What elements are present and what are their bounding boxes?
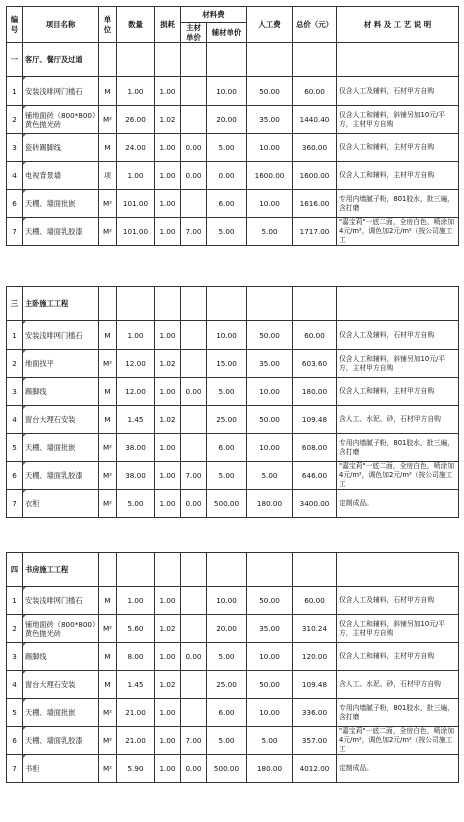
- labor-cell: 180.00: [247, 490, 293, 518]
- table-row: [7, 134, 459, 162]
- main-price-cell: 7.00: [181, 218, 207, 246]
- quantity-cell: 24.00: [117, 134, 155, 162]
- aux-price-cell: 5.00: [207, 134, 247, 162]
- aux-price-cell: 5.00: [207, 378, 247, 406]
- labor-cell: 35.00: [247, 615, 293, 643]
- labor-cell: 10.00: [247, 699, 293, 727]
- table-row: [7, 755, 459, 783]
- section-number: 一: [7, 43, 23, 77]
- table-row: [7, 406, 459, 434]
- col-header-name: 项目名称: [23, 7, 99, 43]
- col-header-desc: 材 料 及 工 艺 说 明: [337, 7, 459, 43]
- item-name: 窗台大理石安装: [23, 671, 99, 699]
- item-name: 天棚、墙面批嵌: [23, 434, 99, 462]
- main-price-cell: 0.00: [181, 134, 207, 162]
- labor-cell: 10.00: [247, 643, 293, 671]
- unit-cell: M²: [99, 755, 117, 783]
- total-cell: 109.48: [293, 671, 337, 699]
- row-number: 7: [7, 755, 23, 783]
- aux-price-cell: 15.00: [207, 350, 247, 378]
- unit-cell: M: [99, 378, 117, 406]
- item-name: 铺地面砖（800*800）黄色抛光砖: [23, 106, 99, 134]
- unit-cell: M²: [99, 106, 117, 134]
- aux-price-cell: 25.00: [207, 671, 247, 699]
- item-name: 铺地面砖（800*800）黄色抛光砖: [23, 615, 99, 643]
- empty-cell: [99, 287, 117, 321]
- table-row: [7, 462, 459, 490]
- total-cell: 60.00: [293, 321, 337, 350]
- empty-cell: [293, 553, 337, 587]
- loss-cell: 1.02: [155, 671, 181, 699]
- unit-cell: M²: [99, 462, 117, 490]
- labor-cell: 50.00: [247, 321, 293, 350]
- unit-cell: M: [99, 321, 117, 350]
- quantity-cell: 101.00: [117, 218, 155, 246]
- main-price-cell: 0.00: [181, 490, 207, 518]
- col-header-qty: 数量: [117, 7, 155, 43]
- row-number: 4: [7, 162, 23, 190]
- description-cell: 定制成品。: [337, 755, 459, 783]
- section-body: [7, 553, 459, 783]
- row-number: 1: [7, 587, 23, 615]
- row-number: 3: [7, 134, 23, 162]
- aux-price-cell: 25.00: [207, 406, 247, 434]
- row-number: 7: [7, 490, 23, 518]
- row-number: 1: [7, 77, 23, 106]
- total-cell: 4012.00: [293, 755, 337, 783]
- aux-price-cell: 10.00: [207, 77, 247, 106]
- total-cell: 1600.00: [293, 162, 337, 190]
- main-price-cell: [181, 190, 207, 218]
- main-price-cell: [181, 587, 207, 615]
- table-row: [7, 162, 459, 190]
- aux-price-cell: 6.00: [207, 434, 247, 462]
- quantity-cell: 1.00: [117, 587, 155, 615]
- quantity-cell: 21.00: [117, 727, 155, 755]
- quantity-cell: 101.00: [117, 190, 155, 218]
- main-price-cell: [181, 77, 207, 106]
- description-cell: 仅含人工和辅料，主材甲方自购: [337, 643, 459, 671]
- total-cell: 180.00: [293, 378, 337, 406]
- description-cell: 专用内墙腻子粉，801胶水，批三遍，含打磨: [337, 699, 459, 727]
- empty-cell: [207, 287, 247, 321]
- aux-price-cell: 10.00: [207, 587, 247, 615]
- quote-table-study: [6, 552, 459, 783]
- labor-cell: 5.00: [247, 727, 293, 755]
- row-number: 2: [7, 350, 23, 378]
- loss-cell: 1.02: [155, 106, 181, 134]
- table-row: [7, 350, 459, 378]
- aux-price-cell: 500.00: [207, 755, 247, 783]
- section-number: 四: [7, 553, 23, 587]
- unit-cell: M: [99, 587, 117, 615]
- section-header-row: [7, 287, 459, 321]
- empty-cell: [155, 43, 181, 77]
- loss-cell: 1.02: [155, 615, 181, 643]
- row-number: 1: [7, 321, 23, 350]
- empty-cell: [155, 553, 181, 587]
- empty-cell: [181, 287, 207, 321]
- loss-cell: 1.00: [155, 321, 181, 350]
- table-row: [7, 490, 459, 518]
- table-row: [7, 190, 459, 218]
- quantity-cell: 21.00: [117, 699, 155, 727]
- total-cell: 1616.00: [293, 190, 337, 218]
- col-header-main-price: 主材单价: [181, 23, 207, 43]
- unit-cell: M: [99, 643, 117, 671]
- empty-cell: [337, 553, 459, 587]
- total-cell: 608.00: [293, 434, 337, 462]
- empty-cell: [117, 287, 155, 321]
- table-row: [7, 671, 459, 699]
- quantity-cell: 1.45: [117, 671, 155, 699]
- quantity-cell: 5.00: [117, 490, 155, 518]
- labor-cell: 50.00: [247, 671, 293, 699]
- empty-cell: [181, 43, 207, 77]
- item-name: 安装浅啡网门槛石: [23, 321, 99, 350]
- col-header-no: 编号: [7, 7, 23, 43]
- empty-cell: [117, 43, 155, 77]
- aux-price-cell: 0.00: [207, 162, 247, 190]
- aux-price-cell: 6.00: [207, 699, 247, 727]
- main-price-cell: [181, 671, 207, 699]
- row-number: 6: [7, 462, 23, 490]
- table-row: [7, 77, 459, 106]
- quantity-cell: 1.00: [117, 77, 155, 106]
- aux-price-cell: 5.00: [207, 462, 247, 490]
- table-row: [7, 699, 459, 727]
- section-title: 书房施工工程: [23, 553, 99, 587]
- quantity-cell: 5.90: [117, 755, 155, 783]
- unit-cell: M²: [99, 218, 117, 246]
- aux-price-cell: 20.00: [207, 615, 247, 643]
- row-number: 4: [7, 671, 23, 699]
- unit-cell: M: [99, 134, 117, 162]
- empty-cell: [99, 43, 117, 77]
- quantity-cell: 38.00: [117, 434, 155, 462]
- main-price-cell: 0.00: [181, 643, 207, 671]
- description-cell: 定制成品。: [337, 490, 459, 518]
- loss-cell: 1.00: [155, 643, 181, 671]
- description-cell: 仅含人工和辅料，斜铺另加10元/平方，主材甲方自购: [337, 615, 459, 643]
- total-cell: 60.00: [293, 587, 337, 615]
- section-body: [7, 287, 459, 518]
- main-price-cell: [181, 350, 207, 378]
- section-title: 客厅、餐厅及过道: [23, 43, 99, 77]
- row-number: 5: [7, 434, 23, 462]
- row-number: 6: [7, 727, 23, 755]
- aux-price-cell: 5.00: [207, 643, 247, 671]
- row-number: 7: [7, 218, 23, 246]
- section-title: 主卧施工工程: [23, 287, 99, 321]
- total-cell: 109.48: [293, 406, 337, 434]
- row-number: 3: [7, 643, 23, 671]
- table-row: [7, 378, 459, 406]
- total-cell: 310.24: [293, 615, 337, 643]
- item-name: 电视背景墙: [23, 162, 99, 190]
- total-cell: 120.00: [293, 643, 337, 671]
- row-number: 2: [7, 615, 23, 643]
- description-cell: 仅含人工和辅料，主材甲方自购: [337, 162, 459, 190]
- loss-cell: 1.02: [155, 350, 181, 378]
- unit-cell: M²: [99, 350, 117, 378]
- main-price-cell: 0.00: [181, 378, 207, 406]
- item-name: 踢脚线: [23, 378, 99, 406]
- loss-cell: 1.00: [155, 162, 181, 190]
- description-cell: 仅含人工及辅料，石材甲方自购: [337, 77, 459, 106]
- description-cell: "嘉宝莉"一底二面，全房白色，喷涂加4元/m²，调色加2元/m²（按公司施工工: [337, 462, 459, 490]
- quantity-cell: 1.00: [117, 321, 155, 350]
- description-cell: 仅含人工和辅料，主材甲方自购: [337, 134, 459, 162]
- row-number: 2: [7, 106, 23, 134]
- total-cell: 1440.40: [293, 106, 337, 134]
- item-name: 地面找平: [23, 350, 99, 378]
- main-price-cell: 7.00: [181, 462, 207, 490]
- main-price-cell: [181, 406, 207, 434]
- empty-cell: [247, 43, 293, 77]
- table-row: [7, 643, 459, 671]
- quote-table-living: [6, 6, 459, 246]
- table-row: [7, 615, 459, 643]
- item-name: 瓷砖踢脚线: [23, 134, 99, 162]
- section-body: [7, 43, 459, 246]
- loss-cell: 1.00: [155, 134, 181, 162]
- labor-cell: 50.00: [247, 587, 293, 615]
- main-price-cell: 0.00: [181, 162, 207, 190]
- row-number: 6: [7, 190, 23, 218]
- unit-cell: M²: [99, 615, 117, 643]
- quantity-cell: 5.60: [117, 615, 155, 643]
- labor-cell: 180.00: [247, 755, 293, 783]
- aux-price-cell: 10.00: [207, 321, 247, 350]
- total-cell: 360.00: [293, 134, 337, 162]
- quantity-cell: 12.00: [117, 350, 155, 378]
- table-row: [7, 727, 459, 755]
- description-cell: 仅含人工及辅料，石材甲方自购: [337, 587, 459, 615]
- col-header-material-fee: 材料费: [181, 7, 247, 23]
- main-price-cell: [181, 615, 207, 643]
- labor-cell: 50.00: [247, 77, 293, 106]
- description-cell: 仅含人工及辅料，石材甲方自购: [337, 321, 459, 350]
- loss-cell: 1.00: [155, 218, 181, 246]
- aux-price-cell: 6.00: [207, 190, 247, 218]
- section-header-row: [7, 553, 459, 587]
- item-name: 书柜: [23, 755, 99, 783]
- labor-cell: 10.00: [247, 134, 293, 162]
- empty-cell: [337, 43, 459, 77]
- loss-cell: 1.00: [155, 190, 181, 218]
- table-row: [7, 106, 459, 134]
- empty-cell: [293, 287, 337, 321]
- total-cell: 60.00: [293, 77, 337, 106]
- item-name: 天棚、墙面乳胶漆: [23, 218, 99, 246]
- labor-cell: 10.00: [247, 190, 293, 218]
- main-price-cell: 0.00: [181, 755, 207, 783]
- labor-cell: 5.00: [247, 218, 293, 246]
- empty-cell: [99, 553, 117, 587]
- item-name: 安装浅啡网门槛石: [23, 77, 99, 106]
- aux-price-cell: 20.00: [207, 106, 247, 134]
- item-name: 天棚、墙面乳胶漆: [23, 727, 99, 755]
- table-row: [7, 434, 459, 462]
- description-cell: "嘉宝莉"一底二面，全房白色，喷涂加4元/m²，调色加2元/m²（按公司施工工: [337, 218, 459, 246]
- item-name: 安装浅啡网门槛石: [23, 587, 99, 615]
- item-name: 窗台大理石安装: [23, 406, 99, 434]
- col-header-unit: 单位: [99, 7, 117, 43]
- labor-cell: 35.00: [247, 350, 293, 378]
- unit-cell: M: [99, 671, 117, 699]
- description-cell: 含人工、水泥、砂，石材甲方自购: [337, 671, 459, 699]
- description-cell: 仅含人工和辅料，斜铺另加10元/平方，主材甲方自购: [337, 106, 459, 134]
- loss-cell: 1.00: [155, 490, 181, 518]
- col-header-loss: 损耗: [155, 7, 181, 43]
- main-price-cell: [181, 321, 207, 350]
- empty-cell: [247, 287, 293, 321]
- total-cell: 3400.00: [293, 490, 337, 518]
- col-header-labor: 人工费: [247, 7, 293, 43]
- description-cell: 含人工、水泥、砂，石材甲方自购: [337, 406, 459, 434]
- loss-cell: 1.00: [155, 727, 181, 755]
- description-cell: 仅含人工和辅料，斜铺另加10元/平方，主材甲方自购: [337, 350, 459, 378]
- item-name: 天棚、墙面乳胶漆: [23, 462, 99, 490]
- loss-cell: 1.00: [155, 587, 181, 615]
- description-cell: 专用内墙腻子粉，801胶水，批三遍，含打磨: [337, 190, 459, 218]
- unit-cell: M²: [99, 490, 117, 518]
- labor-cell: 35.00: [247, 106, 293, 134]
- item-name: 天棚、墙面批嵌: [23, 699, 99, 727]
- total-cell: 603.60: [293, 350, 337, 378]
- main-price-cell: [181, 106, 207, 134]
- row-number: 5: [7, 699, 23, 727]
- section-number: 三: [7, 287, 23, 321]
- aux-price-cell: 5.00: [207, 727, 247, 755]
- unit-cell: M²: [99, 727, 117, 755]
- aux-price-cell: 500.00: [207, 490, 247, 518]
- table-row: [7, 587, 459, 615]
- labor-cell: 10.00: [247, 434, 293, 462]
- quote-table-master-bedroom: [6, 286, 459, 518]
- empty-cell: [293, 43, 337, 77]
- quantity-cell: 1.00: [117, 162, 155, 190]
- loss-cell: 1.00: [155, 77, 181, 106]
- aux-price-cell: 5.00: [207, 218, 247, 246]
- loss-cell: 1.02: [155, 406, 181, 434]
- labor-cell: 1600.00: [247, 162, 293, 190]
- col-header-total: 总价（元）: [293, 7, 337, 43]
- empty-cell: [337, 287, 459, 321]
- total-cell: 1717.00: [293, 218, 337, 246]
- loss-cell: 1.00: [155, 755, 181, 783]
- empty-cell: [207, 553, 247, 587]
- empty-cell: [155, 287, 181, 321]
- item-name: 衣柜: [23, 490, 99, 518]
- section-header-row: [7, 43, 459, 77]
- unit-cell: M: [99, 77, 117, 106]
- total-cell: 357.00: [293, 727, 337, 755]
- labor-cell: 50.00: [247, 406, 293, 434]
- loss-cell: 1.00: [155, 434, 181, 462]
- quantity-cell: 26.00: [117, 106, 155, 134]
- table-row: [7, 218, 459, 246]
- quantity-cell: 38.00: [117, 462, 155, 490]
- quantity-cell: 1.45: [117, 406, 155, 434]
- unit-cell: M²: [99, 190, 117, 218]
- quantity-cell: 8.00: [117, 643, 155, 671]
- table-row: [7, 321, 459, 350]
- description-cell: "嘉宝莉"一底二面，全房白色，喷涂加4元/m²，调色加2元/m²（按公司施工工: [337, 727, 459, 755]
- empty-cell: [181, 553, 207, 587]
- description-cell: 专用内墙腻子粉，801胶水，批三遍，含打磨: [337, 434, 459, 462]
- row-number: 3: [7, 378, 23, 406]
- labor-cell: 5.00: [247, 462, 293, 490]
- main-price-cell: [181, 434, 207, 462]
- main-price-cell: [181, 699, 207, 727]
- labor-cell: 10.00: [247, 378, 293, 406]
- unit-cell: M: [99, 406, 117, 434]
- unit-cell: M²: [99, 434, 117, 462]
- row-number: 4: [7, 406, 23, 434]
- empty-cell: [247, 553, 293, 587]
- loss-cell: 1.00: [155, 699, 181, 727]
- col-header-aux-price: 辅材单价: [207, 23, 247, 43]
- item-name: 天棚、墙面批嵌: [23, 190, 99, 218]
- empty-cell: [207, 43, 247, 77]
- item-name: 踢脚线: [23, 643, 99, 671]
- total-cell: 336.00: [293, 699, 337, 727]
- unit-cell: 项: [99, 162, 117, 190]
- loss-cell: 1.00: [155, 462, 181, 490]
- loss-cell: 1.00: [155, 378, 181, 406]
- total-cell: 646.00: [293, 462, 337, 490]
- empty-cell: [117, 553, 155, 587]
- unit-cell: M²: [99, 699, 117, 727]
- main-price-cell: 7.00: [181, 727, 207, 755]
- description-cell: 仅含人工和辅料，主材甲方自购: [337, 378, 459, 406]
- quantity-cell: 12.00: [117, 378, 155, 406]
